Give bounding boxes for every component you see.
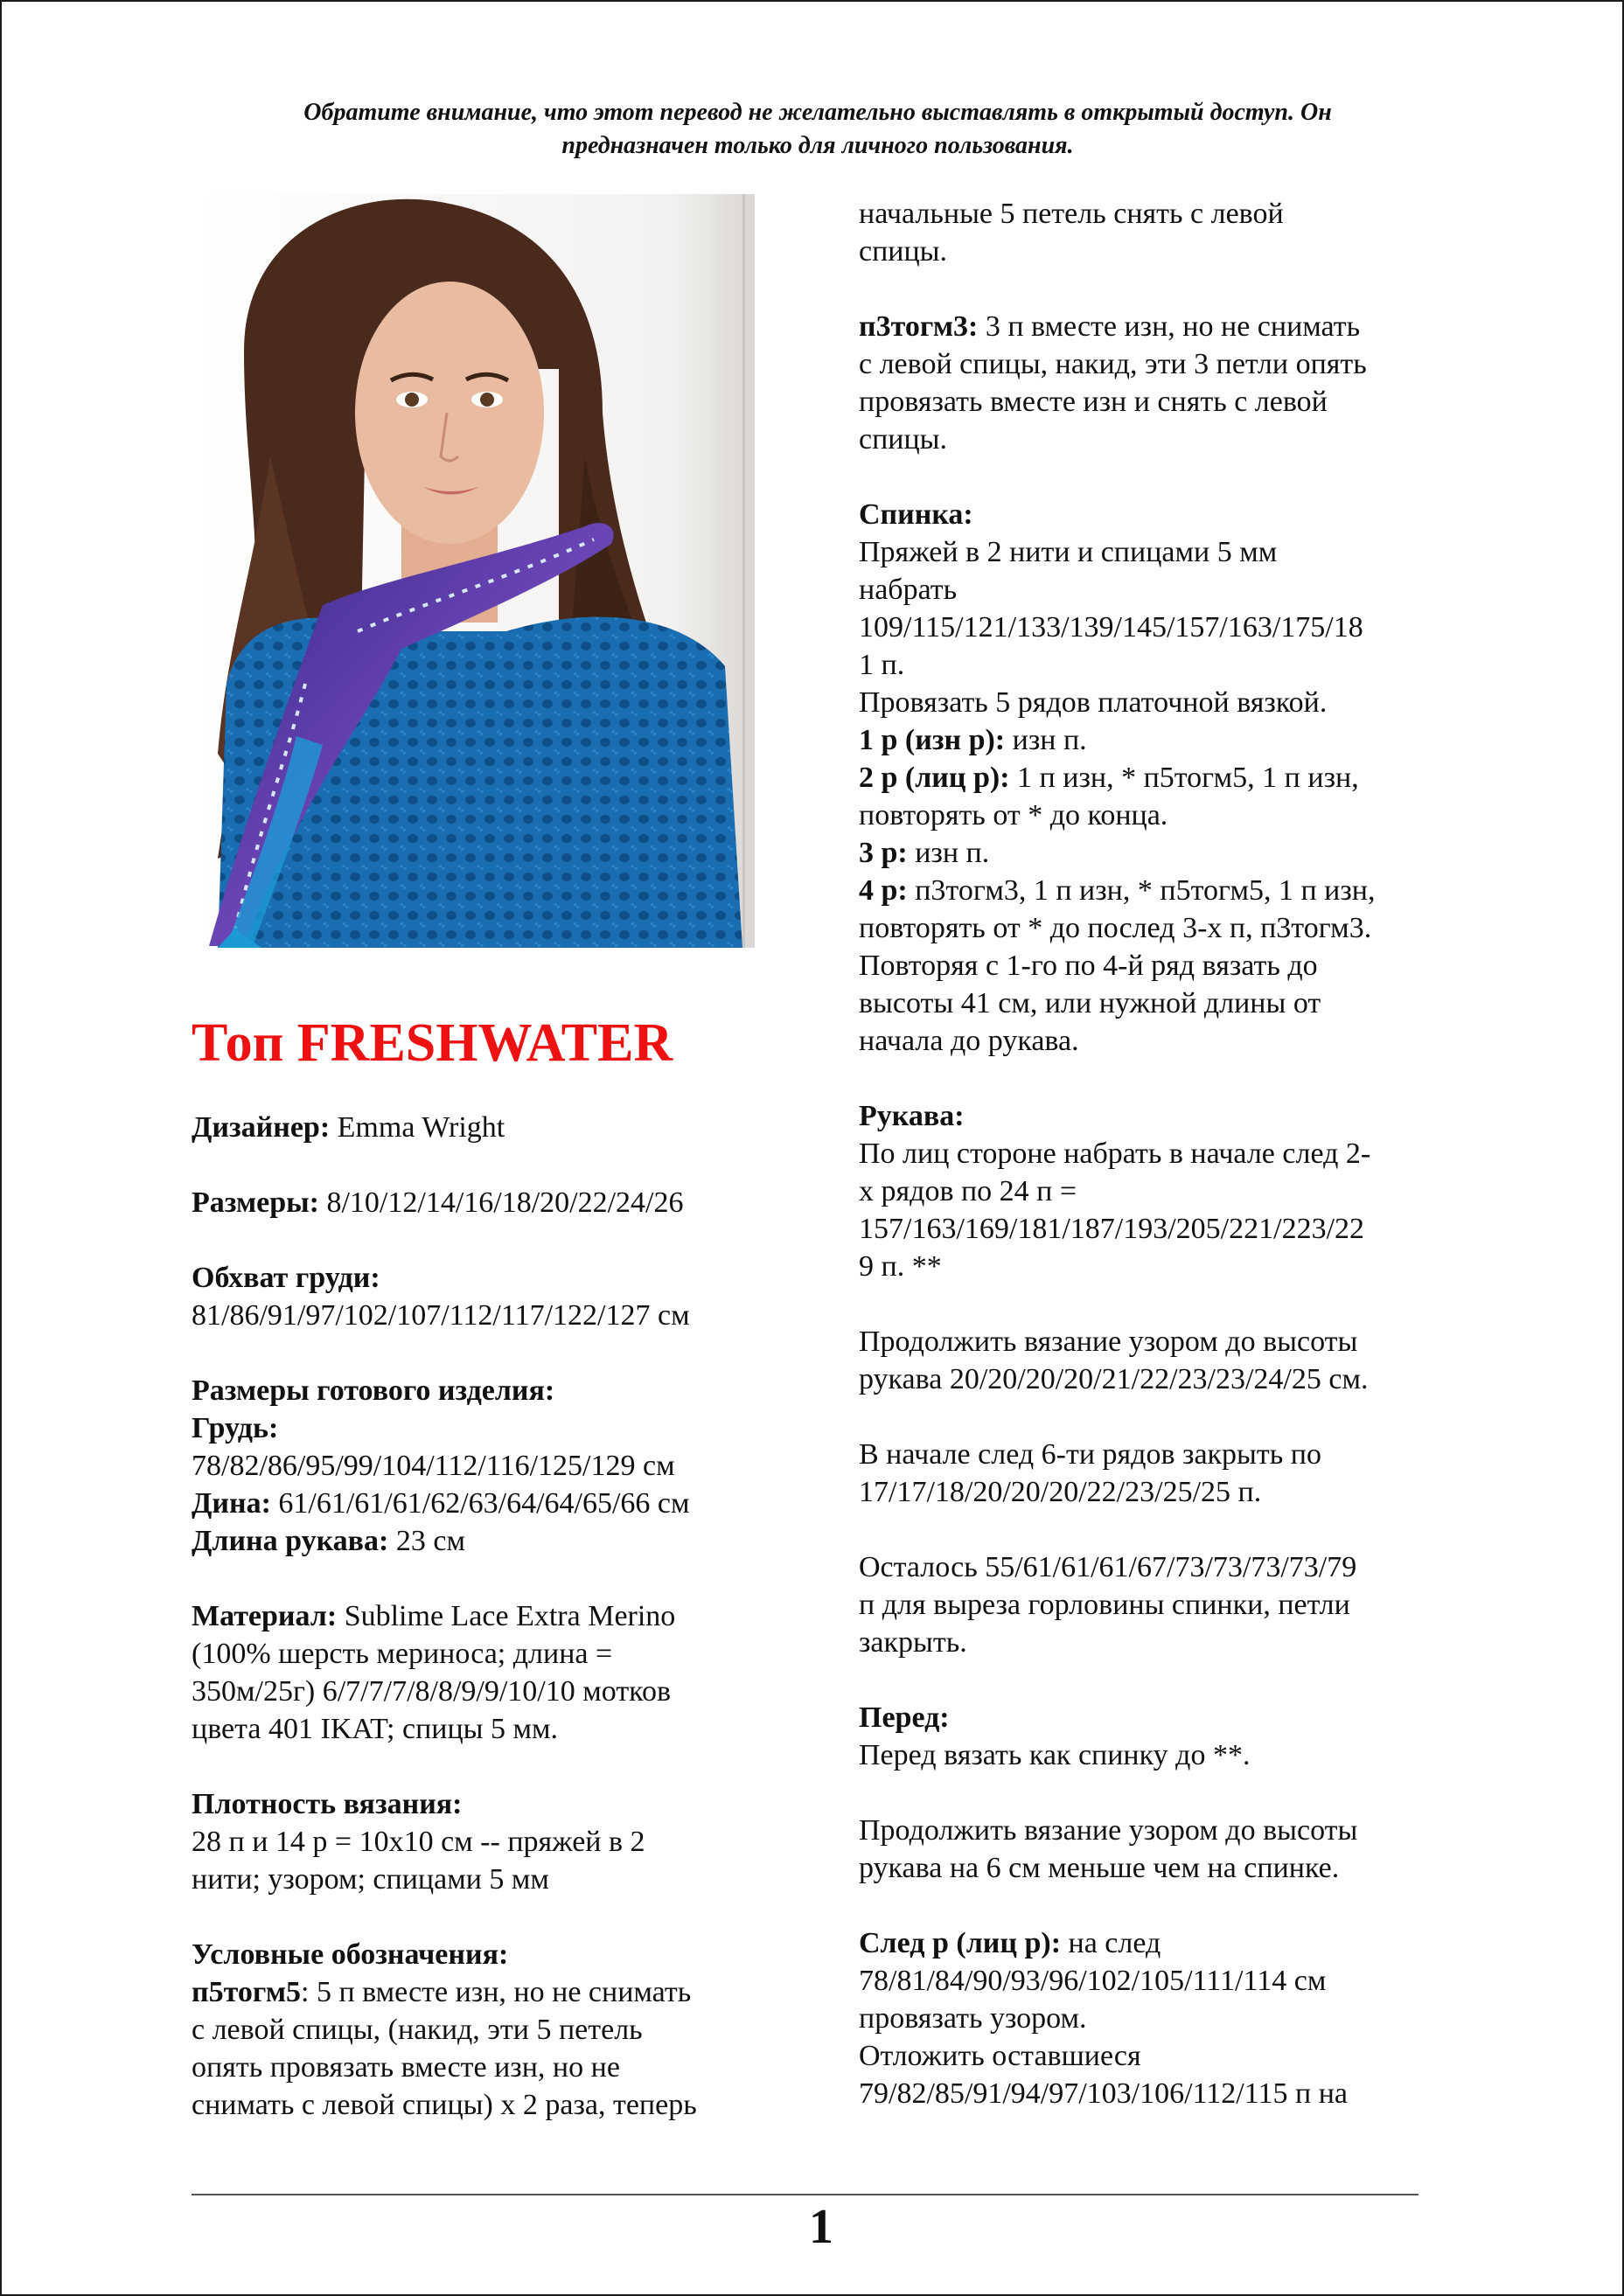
model-photo — [192, 194, 755, 948]
next-row-line: Отложить оставшиеся — [859, 2040, 1141, 2072]
finished-paragraph — [192, 1372, 769, 1560]
row-4-line — [859, 872, 1453, 909]
gauge-heading: Плотность вязания: — [192, 1788, 463, 1820]
continuation-line: начальные 5 петель снять с левой — [859, 198, 1284, 230]
abbreviation-2-line: спицы. — [859, 423, 948, 456]
material-line — [192, 1597, 769, 1635]
chest-label-line — [192, 1409, 769, 1447]
material-label: Материал: — [192, 1600, 338, 1632]
chest-value: 78/82/86/95/99/104/112/116/125/129 см — [192, 1450, 675, 1482]
bust-label: Обхват груди: — [192, 1262, 380, 1294]
disclaimer-line: предназначен только для личного пользования. — [561, 132, 1074, 159]
model-photo-illustration — [192, 194, 755, 948]
row-1-line — [859, 721, 1453, 759]
bindoff-line: В начале след 6-ти рядов закрыть по — [859, 1438, 1321, 1471]
page-number: 1 — [809, 2200, 833, 2254]
continue-front-paragraph — [859, 1812, 1453, 1887]
row-2-line: повторять от * до конца. — [859, 799, 1168, 831]
row-3-label: 3 р: — [859, 837, 908, 869]
finished-heading-line — [192, 1372, 769, 1409]
row-2-line — [859, 759, 1453, 797]
sleeves-line: 157/163/169/181/187/193/205/221/223/22 — [859, 1213, 1365, 1245]
next-row-text: на след — [1061, 1927, 1161, 1959]
material-text: Sublime Lace Extra Merino — [337, 1600, 676, 1632]
front-line: Перед вязать как спинку до **. — [859, 1739, 1251, 1771]
material-paragraph — [192, 1597, 769, 1748]
continue-line: Продолжить вязание узором до высоты — [859, 1325, 1358, 1358]
continue-front-line: рукава на 6 см меньше чем на спинке. — [859, 1852, 1340, 1884]
bindoff-line: 17/17/18/20/20/20/22/23/25/25 п. — [859, 1476, 1262, 1508]
row-4-line: повторять от * до послед 3-х п, п3тогм3. — [859, 912, 1372, 944]
right-column — [859, 195, 1453, 2112]
row-4-text: п3тогм3, 1 п изн, * п5тогм5, 1 п изн, — [907, 874, 1376, 907]
sizes-value: 8/10/12/14/16/18/20/22/24/26 — [326, 1186, 684, 1219]
abbreviation-2-line: провязать вместе изн и снять с левой — [859, 386, 1328, 418]
abbreviation-text: : 5 п вместе изн, но не снимать — [301, 1976, 692, 2008]
abbreviations-heading-line — [192, 1936, 769, 1973]
next-row-label: След р (лиц р): — [859, 1927, 1062, 1959]
back-section — [859, 496, 1453, 1060]
continue-front-line: Продолжить вязание узором до высоты — [859, 1814, 1358, 1847]
continue-line: рукава 20/20/20/20/21/22/23/23/24/25 см. — [859, 1363, 1369, 1395]
abbreviation-line: с левой спицы, (накид, эти 5 петель — [192, 2014, 643, 2046]
sleeves-line: х рядов по 24 п = — [859, 1175, 1077, 1207]
material-line: (100% шерсть мериноса; длина = — [192, 1638, 613, 1670]
abbreviation-2-text: 3 п вместе изн, но не снимать — [978, 310, 1361, 343]
footer-divider — [192, 2194, 1418, 2195]
gauge-line: 28 п и 14 р = 10х10 см -- пряжей в 2 — [192, 1826, 645, 1858]
sizes-paragraph — [192, 1184, 769, 1221]
abbreviation-2-line: с левой спицы, накид, эти 3 петли опять — [859, 348, 1367, 380]
designer-value: Emma Wright — [337, 1111, 505, 1144]
neck-line: Осталось 55/61/61/61/67/73/73/73/73/79 — [859, 1551, 1357, 1583]
row-4-label: 4 р: — [859, 874, 908, 907]
back-heading: Спинка: — [859, 498, 973, 531]
row-2-label: 2 р (лиц р): — [859, 762, 1010, 794]
back-line: набрать — [859, 574, 958, 606]
continuation-line: спицы. — [859, 235, 948, 268]
next-row-line: 78/81/84/90/93/96/102/105/111/114 см — [859, 1965, 1327, 1997]
length-value: 61/61/61/61/62/63/64/64/65/66 см — [270, 1487, 690, 1520]
back-line: Повторяя с 1-го по 4-й ряд вязать до — [859, 950, 1318, 982]
back-line: высоты 41 см, или нужной длины от — [859, 987, 1321, 1019]
sleeves-heading-line — [859, 1097, 1453, 1135]
back-line: 1 п. — [859, 649, 905, 681]
translation-disclaimer — [175, 96, 1460, 163]
row-1-text: изн п. — [1005, 724, 1087, 756]
back-heading-line — [859, 496, 1453, 533]
neck-line: закрыть. — [859, 1626, 967, 1659]
row-3-text: изн п. — [907, 837, 990, 869]
sleeves-section — [859, 1097, 1453, 1285]
back-line: Провязать 5 рядов платочной вязкой. — [859, 686, 1328, 719]
sleeve-length-line — [192, 1522, 769, 1560]
abbreviation-2-line — [859, 308, 1453, 345]
designer-paragraph — [192, 1109, 769, 1146]
next-row-line — [859, 1924, 1453, 1962]
length-label: Дина: — [192, 1487, 271, 1520]
length-line — [192, 1485, 769, 1522]
abbreviation-line — [192, 1973, 769, 2011]
bust-paragraph — [192, 1259, 769, 1334]
finished-heading: Размеры готового изделия: — [192, 1374, 555, 1407]
sleeves-heading: Рукава: — [859, 1100, 965, 1132]
sizes-label: Размеры: — [192, 1186, 319, 1219]
material-line: цвета 401 IKAT; спицы 5 мм. — [192, 1713, 559, 1745]
sleeves-line: По лиц стороне набрать в начале след 2- — [859, 1138, 1371, 1170]
abbreviation-2-term: п3тогм3: — [859, 310, 979, 343]
material-line: 350м/25г) 6/7/7/7/8/8/9/9/10/10 мотков — [192, 1675, 672, 1708]
abbreviations-heading: Условные обозначения: — [192, 1938, 509, 1971]
sleeves-line: 9 п. ** — [859, 1250, 942, 1283]
sleeve-length-label: Длина рукава: — [192, 1525, 389, 1557]
abbreviations-paragraph — [192, 1936, 769, 2124]
gauge-heading-line — [192, 1785, 769, 1823]
abbreviation-line: опять провязать вместе изн, но не — [192, 2051, 620, 2084]
next-row-paragraph — [859, 1924, 1453, 2112]
abbreviation-2-paragraph — [859, 308, 1453, 458]
neck-line: п для выреза горловины спинки, петли — [859, 1589, 1350, 1621]
bust-value: 81/86/91/97/102/107/112/117/122/127 см — [192, 1299, 690, 1332]
back-line: начала до рукава. — [859, 1025, 1079, 1057]
row-1-label: 1 р (изн р): — [859, 724, 1006, 756]
neck-paragraph — [859, 1548, 1453, 1661]
disclaimer-line: Обратите внимание, что этот перевод не желательно выставлять в открытый доступ. Он — [303, 99, 1332, 126]
chest-label: Грудь: — [192, 1412, 279, 1444]
front-heading: Перед: — [859, 1701, 950, 1734]
abbreviation-term: п5тогм5 — [192, 1976, 301, 2008]
back-line: Пряжей в 2 нити и спицами 5 мм — [859, 536, 1278, 568]
sizes-line — [192, 1184, 769, 1221]
bindoff-paragraph — [859, 1436, 1453, 1511]
bust-label-line — [192, 1259, 769, 1297]
continuation-paragraph — [859, 195, 1453, 270]
row-2-text: 1 п изн, * п5тогм5, 1 п изн, — [1009, 762, 1359, 794]
designer-label: Дизайнер: — [192, 1111, 331, 1144]
next-row-line: провязать узором. — [859, 2002, 1087, 2035]
front-heading-line — [859, 1699, 1453, 1736]
pattern-title: Топ FRESHWATER — [192, 1013, 673, 1073]
sleeve-length-value: 23 см — [388, 1525, 465, 1557]
left-column — [192, 1109, 769, 2124]
gauge-line: нити; узором; спицами 5 мм — [192, 1863, 549, 1896]
continue-pattern-paragraph — [859, 1323, 1453, 1398]
gauge-paragraph — [192, 1785, 769, 1898]
back-line: 109/115/121/133/139/145/157/163/175/18 — [859, 611, 1363, 644]
next-row-line: 79/82/85/91/94/97/103/106/112/115 п на — [859, 2077, 1348, 2110]
front-section — [859, 1699, 1453, 1774]
row-3-line — [859, 834, 1453, 872]
designer-line — [192, 1109, 769, 1146]
abbreviation-line: снимать с левой спицы) х 2 раза, теперь — [192, 2089, 697, 2121]
